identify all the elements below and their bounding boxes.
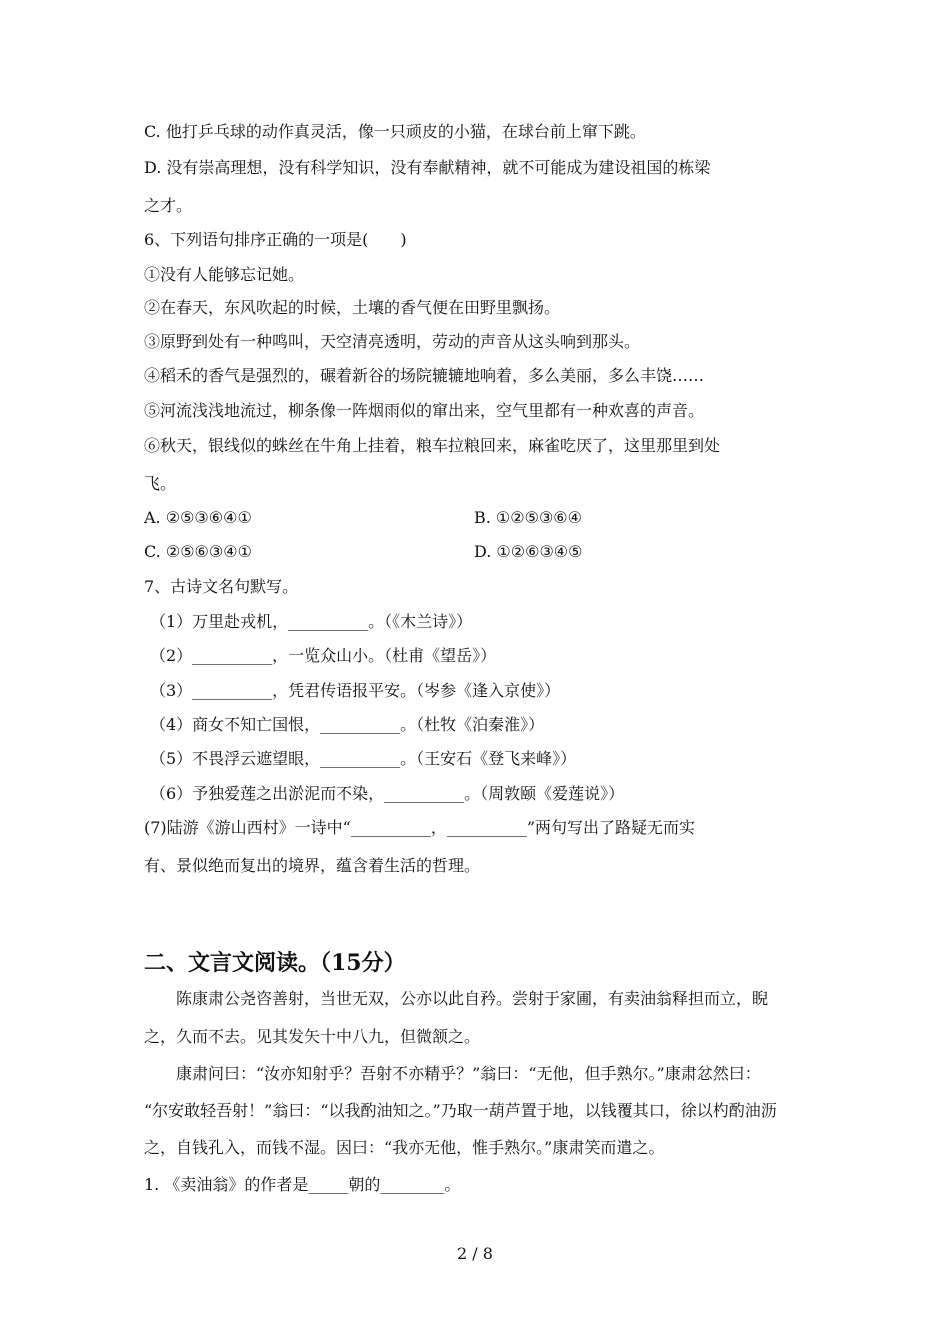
poem-item-6: （6）予独爱莲之出淤泥而不染，__________。（周敦颐《爱莲说》） — [150, 784, 625, 803]
sentence-4: ④稻禾的香气是强烈的，碾着新谷的场院辘辘地响着，多么美丽，多么丰饶…… — [144, 366, 705, 385]
passage-line-2: 之，久而不去。见其发矢十中八九，但微颔之。 — [144, 1027, 481, 1046]
answer-option-b: B. ①②⑤③⑥④ — [474, 508, 582, 527]
passage-line-5: 之，自钱孔入，而钱不湿。因曰：“我亦无他，惟手熟尔。”康肃笑而遣之。 — [144, 1138, 665, 1157]
question-6: 6、下列语句排序正确的一项是( ) — [144, 230, 407, 249]
sentence-3: ③原野到处有一种鸣叫，天空清亮透明，劳动的声音从这头响到那头。 — [144, 332, 641, 351]
page-number: 2 / 8 — [457, 1244, 493, 1263]
sentence-6: ⑥秋天，银线似的蛛丝在牛角上挂着，粮车拉粮回来，麻雀吃厌了，这里那里到处 — [144, 436, 721, 455]
poem-item-1: （1）万里赴戎机，__________。（《木兰诗》） — [150, 612, 473, 631]
poem-item-7-cont: 有、景似绝而复出的境界，蕴含着生活的哲理。 — [144, 856, 481, 875]
poem-item-4: （4）商女不知亡国恨，__________。（杜牧《泊秦淮》） — [150, 715, 545, 734]
option-d-line: D. 没有崇高理想，没有科学知识，没有奉献精神，就不可能成为建设祖国的栋梁 — [144, 158, 711, 177]
section-2-heading: 二、文言文阅读。（15分） — [144, 950, 406, 976]
poem-item-7: (7)陆游《游山西村》一诗中“__________，__________”两句写出了路疑无而实 — [144, 818, 696, 837]
poem-item-5: （5）不畏浮云遮望眼，__________。（王安石《登飞来峰》） — [150, 749, 577, 768]
option-c-line: C. 他打乒乓球的动作真灵活，像一只顽皮的小猫，在球台前上窜下跳。 — [144, 122, 646, 141]
option-d-line-cont: 之才。 — [144, 196, 193, 215]
poem-item-3: （3）__________，凭君传语报平安。（岑参《逢入京使》） — [150, 681, 561, 700]
poem-item-2: （2）__________，一览众山小。（杜甫《望岳》） — [150, 646, 497, 665]
passage-question-1: 1. 《卖油翁》的作者是_____朝的________。 — [144, 1175, 461, 1194]
passage-line-4: “尔安敢轻吾射！”翁曰：“以我酌油知之。”乃取一葫芦置于地，以钱覆其口，徐以杓酌油沥 — [144, 1101, 777, 1120]
answer-option-a: A. ②⑤③⑥④① — [144, 508, 252, 527]
sentence-6-cont: 飞。 — [144, 474, 177, 493]
passage-line-3: 康肃问曰：“汝亦知射乎？吾射不亦精乎？”翁曰：“无他，但手熟尔。”康肃忿然曰： — [176, 1064, 761, 1083]
answer-option-d: D. ①②⑥③④⑤ — [474, 542, 583, 561]
answer-option-c: C. ②⑤⑥③④① — [144, 542, 252, 561]
question-7: 7、古诗文名句默写。 — [144, 577, 299, 596]
sentence-2: ②在春天，东风吹起的时候，土壤的香气便在田野里飘扬。 — [144, 298, 561, 317]
sentence-5: ⑤河流浅浅地流过，柳条像一阵烟雨似的窜出来，空气里都有一种欢喜的声音。 — [144, 401, 705, 420]
sentence-1: ①没有人能够忘记她。 — [144, 265, 305, 284]
passage-line-1: 陈康肃公尧咨善射，当世无双，公亦以此自矜。尝射于家圃，有卖油翁释担而立，睨 — [176, 989, 769, 1008]
